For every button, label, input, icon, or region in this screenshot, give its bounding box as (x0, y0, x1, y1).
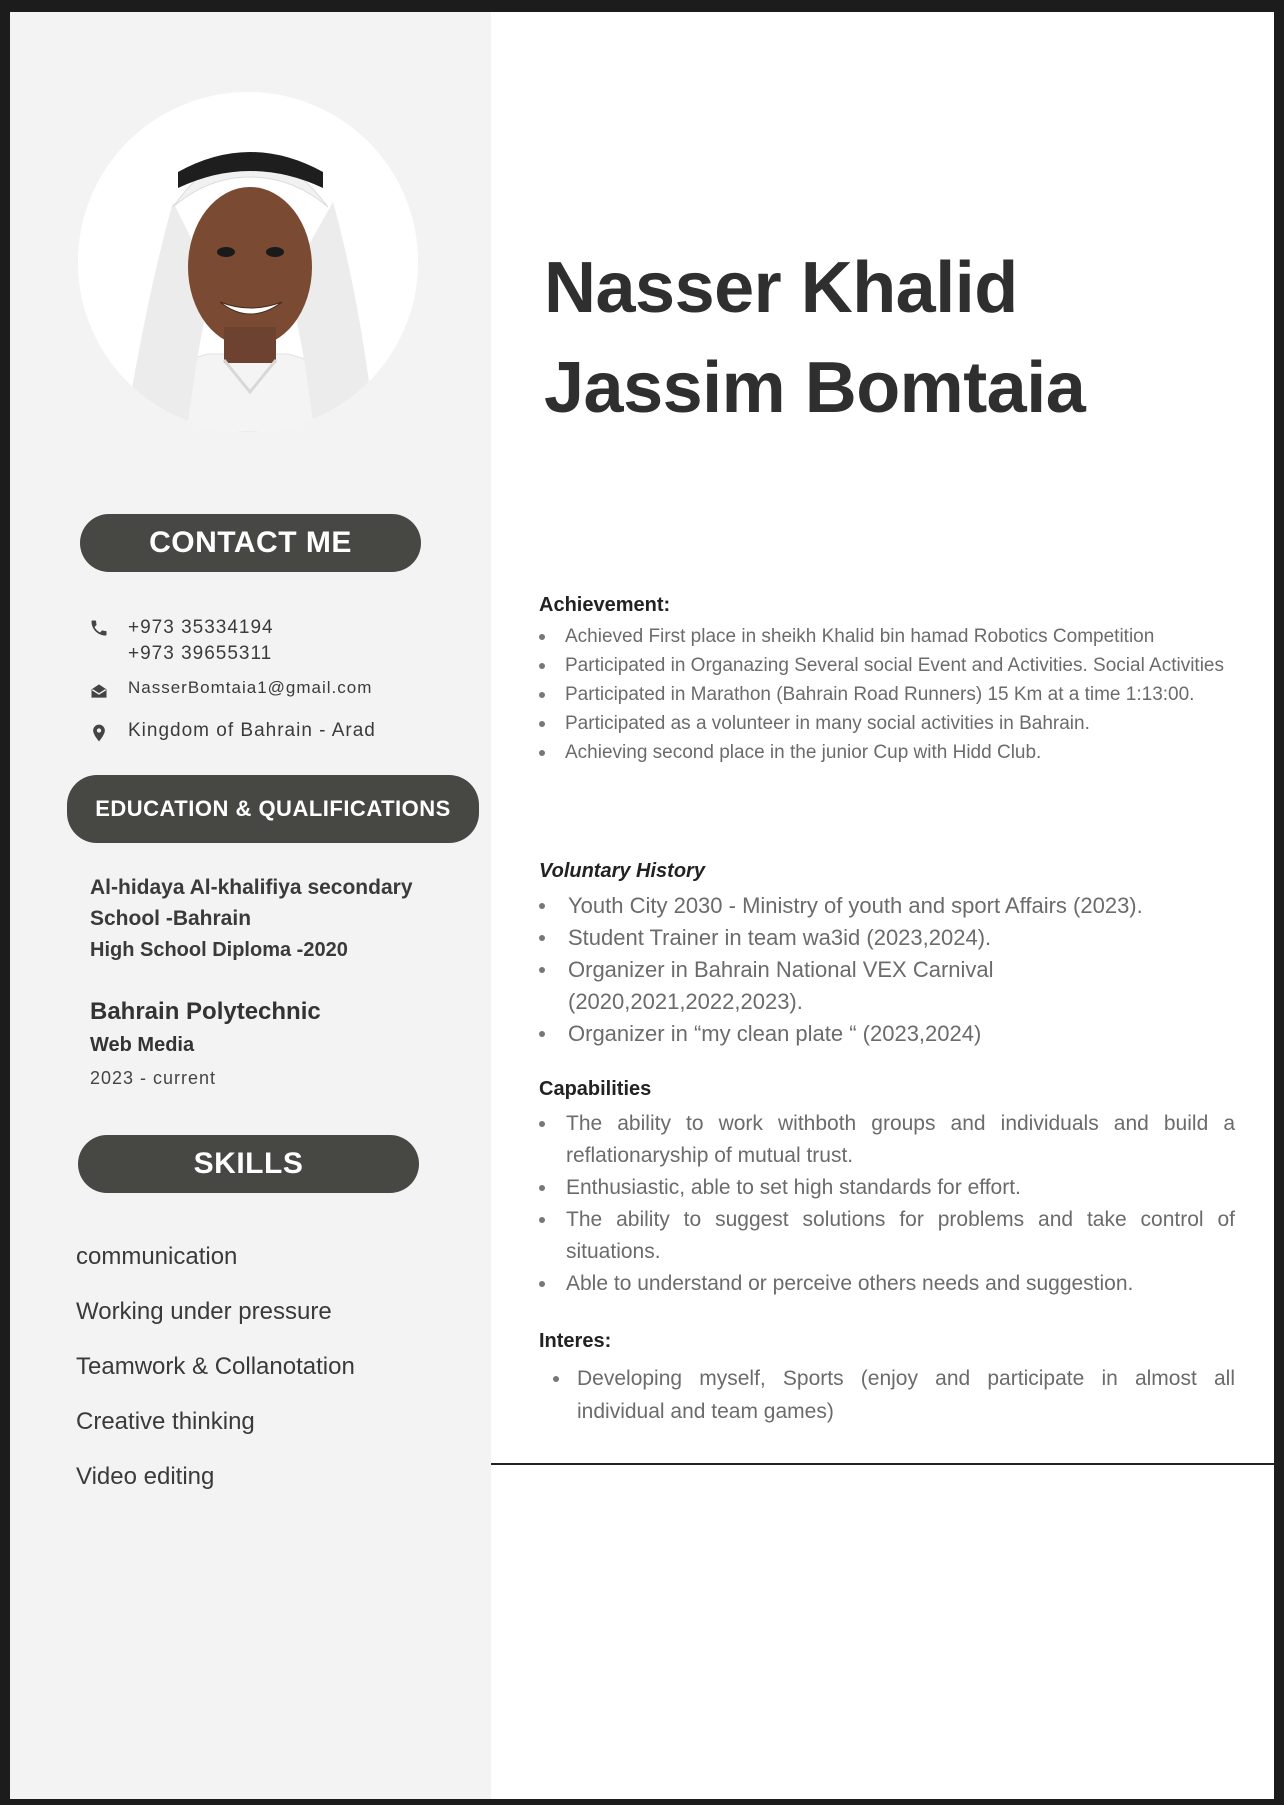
list-item: Participated in Organazing Several social Event and Activities. Social Activities (539, 651, 1228, 680)
phone-icon (88, 617, 110, 639)
map-pin-icon (88, 722, 110, 744)
voluntary-section (539, 858, 1228, 1050)
envelope-icon (88, 680, 110, 702)
contact-email (88, 678, 372, 702)
email-address[interactable]: NasserBomtaia1@gmail.com (128, 678, 373, 697)
sidebar (10, 12, 491, 1799)
list-item: Organizer in “my clean plate “ (2023,2024) (539, 1018, 1228, 1050)
list-item: Participated in Marathon (Bahrain Road Runners) 15 Km at a time 1:13:00. (539, 680, 1228, 709)
list-item: The ability to suggest solutions for problems and take control of situations. (539, 1204, 1235, 1268)
achievement-title: Achievement: (539, 594, 671, 616)
skill-item: Video editing (76, 1463, 215, 1490)
list-item: Participated as a volunteer in many social activities in Bahrain. (539, 709, 1228, 738)
contact-heading: CONTACT ME (80, 514, 421, 572)
list-item: Achieving second place in the junior Cup with Hidd Club. (539, 738, 1228, 767)
profile-photo (78, 92, 418, 432)
achievement-list (539, 622, 1228, 767)
school-degree: High School Diploma -2020 (90, 939, 348, 961)
education-item-school (90, 872, 470, 966)
school-name-line1: Al-hidaya Al-khalifiya secondary (90, 876, 413, 899)
polytechnic-years: 2023 - current (90, 1068, 217, 1088)
skill-item: communication (76, 1243, 238, 1270)
voluntary-list (539, 890, 1228, 1050)
voluntary-title: Voluntary History (539, 860, 705, 882)
list-item: Organizer in Bahrain National VEX Carnival (2020,2021,2022,2023). (539, 954, 1228, 1018)
interests-title: Interes: (539, 1330, 612, 1352)
list-item: Developing myself, Sports (enjoy and participate in almost all individual and team games) (539, 1362, 1235, 1428)
skills-list (76, 1240, 355, 1515)
skill-item: Creative thinking (76, 1408, 255, 1435)
name-line-2: Jassim Bomtaia (544, 348, 1086, 428)
interests-section (539, 1328, 1235, 1428)
contact-location (88, 720, 376, 744)
list-item: The ability to work withboth groups and individuals and build a reflationaryship of mutual trust. (539, 1108, 1235, 1172)
list-item: Able to understand or perceive others needs and suggestion. (539, 1268, 1235, 1300)
phone-number-1[interactable]: +973 35334194 (128, 617, 274, 638)
skill-item: Teamwork & Collanotation (76, 1353, 355, 1380)
section-divider (491, 1463, 1274, 1465)
candidate-name (544, 238, 1085, 438)
contact-phone (88, 615, 274, 667)
education-item-polytechnic (90, 995, 321, 1095)
education-heading: EDUCATION & QUALIFICATIONS (67, 775, 479, 843)
capabilities-list (539, 1108, 1235, 1300)
resume-page (10, 12, 1274, 1799)
name-line-1: Nasser Khalid (544, 248, 1018, 328)
polytechnic-name: Bahrain Polytechnic (90, 998, 321, 1025)
capabilities-title: Capabilities (539, 1078, 652, 1100)
interests-list (539, 1362, 1235, 1428)
list-item: Enthusiastic, able to set high standards for effort. (539, 1172, 1235, 1204)
skill-item: Working under pressure (76, 1298, 332, 1325)
list-item: Student Trainer in team wa3id (2023,2024). (539, 922, 1228, 954)
profile-photo-illustration (78, 92, 418, 432)
location-text: Kingdom of Bahrain - Arad (128, 720, 376, 741)
polytechnic-program: Web Media (90, 1034, 195, 1056)
capabilities-section (539, 1076, 1235, 1300)
list-item: Achieved First place in sheikh Khalid bin hamad Robotics Competition (539, 622, 1228, 651)
phone-number-2[interactable]: +973 39655311 (128, 643, 273, 664)
skills-heading: SKILLS (78, 1135, 419, 1193)
achievement-section (539, 592, 1228, 767)
list-item: Youth City 2030 - Ministry of youth and sport Affairs (2023). (539, 890, 1228, 922)
school-name-line2: School -Bahrain (90, 907, 252, 930)
